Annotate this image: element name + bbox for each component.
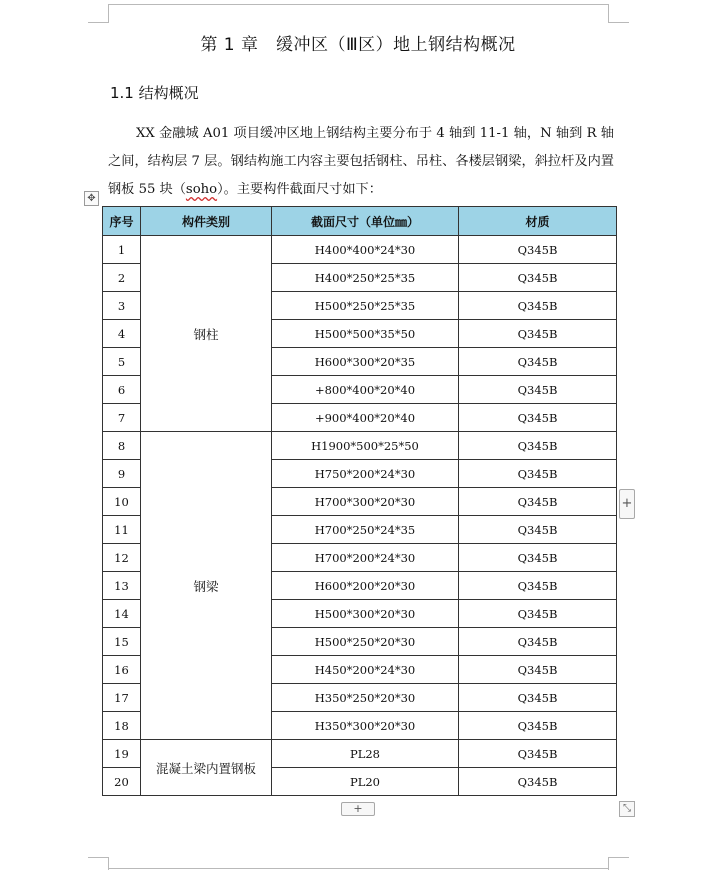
header-no[interactable]: 序号	[103, 207, 141, 236]
cell-section[interactable]: PL28	[272, 740, 459, 768]
cell-section[interactable]: H400*400*24*30	[272, 236, 459, 264]
body-paragraph	[108, 120, 614, 204]
cell-section[interactable]: H450*200*24*30	[272, 656, 459, 684]
cell-material[interactable]: Q345B	[459, 684, 617, 712]
paragraph-text-2: ）。主要构件截面尺寸如下：	[217, 182, 382, 197]
cell-section[interactable]: H750*200*24*30	[272, 460, 459, 488]
cell-category[interactable]: 混凝土梁内置钢板	[141, 740, 272, 796]
cell-material[interactable]: Q345B	[459, 292, 617, 320]
cell-no[interactable]: 2	[103, 264, 141, 292]
cell-no[interactable]: 12	[103, 544, 141, 572]
cell-material[interactable]: Q345B	[459, 488, 617, 516]
cell-material[interactable]: Q345B	[459, 600, 617, 628]
add-column-button[interactable]: +	[341, 802, 375, 816]
cell-material[interactable]: Q345B	[459, 628, 617, 656]
cell-no[interactable]: 8	[103, 432, 141, 460]
paragraph-text-1: XX 金融城 A01 项目缓冲区地上钢结构主要分布于 4 轴到 11-1 轴，N 轴到 R 轴之间，结构层 7 层。钢结构施工内容主要包括钢柱、吊柱、各楼层钢梁，斜拉杆及内置钢板 55 块（	[108, 126, 614, 197]
header-section[interactable]: 截面尺寸（单位㎜）	[272, 207, 459, 236]
cell-section[interactable]: H350*250*20*30	[272, 684, 459, 712]
cell-no[interactable]: 14	[103, 600, 141, 628]
cell-material[interactable]: Q345B	[459, 740, 617, 768]
cell-section[interactable]: H700*250*24*35	[272, 516, 459, 544]
cell-section[interactable]: H500*300*20*30	[272, 600, 459, 628]
cell-section[interactable]: H700*300*20*30	[272, 488, 459, 516]
chapter-title: 第 1 章 缓冲区（Ⅲ区）地上钢结构概况	[200, 35, 516, 55]
cell-material[interactable]: Q345B	[459, 264, 617, 292]
cell-material[interactable]: Q345B	[459, 516, 617, 544]
cell-section[interactable]: H600*200*20*30	[272, 572, 459, 600]
section-title: 1.1 结构概况	[110, 84, 199, 102]
cell-section[interactable]: H500*500*35*50	[272, 320, 459, 348]
crop-mark-top-left	[88, 4, 109, 23]
crop-mark-bottom-right	[608, 857, 629, 870]
cell-material[interactable]: Q345B	[459, 404, 617, 432]
cell-no[interactable]: 10	[103, 488, 141, 516]
table-resize-icon[interactable]: ⤡	[619, 801, 635, 817]
cell-section[interactable]: PL20	[272, 768, 459, 796]
table-row	[103, 432, 617, 460]
cell-section[interactable]: H700*200*24*30	[272, 544, 459, 572]
cell-material[interactable]: Q345B	[459, 320, 617, 348]
table-move-icon[interactable]: ✥	[84, 191, 99, 206]
cell-material[interactable]: Q345B	[459, 656, 617, 684]
cell-no[interactable]: 4	[103, 320, 141, 348]
cell-no[interactable]: 16	[103, 656, 141, 684]
cell-no[interactable]: 3	[103, 292, 141, 320]
cell-material[interactable]: Q345B	[459, 460, 617, 488]
cell-section[interactable]: +900*400*20*40	[272, 404, 459, 432]
page-top-edge	[108, 4, 608, 5]
cell-no[interactable]: 19	[103, 740, 141, 768]
crop-mark-top-right	[608, 4, 629, 23]
cell-material[interactable]: Q345B	[459, 348, 617, 376]
add-row-button[interactable]: +	[619, 489, 635, 519]
header-category[interactable]: 构件类别	[141, 207, 272, 236]
member-section-table	[102, 206, 617, 796]
cell-material[interactable]: Q345B	[459, 236, 617, 264]
cell-no[interactable]: 17	[103, 684, 141, 712]
cell-section[interactable]: H600*300*20*35	[272, 348, 459, 376]
header-material[interactable]: 材质	[459, 207, 617, 236]
table-row	[103, 740, 617, 768]
cell-section[interactable]: H1900*500*25*50	[272, 432, 459, 460]
cell-no[interactable]: 11	[103, 516, 141, 544]
cell-no[interactable]: 6	[103, 376, 141, 404]
cell-material[interactable]: Q345B	[459, 544, 617, 572]
cell-no[interactable]: 7	[103, 404, 141, 432]
table-row	[103, 236, 617, 264]
cell-material[interactable]: Q345B	[459, 432, 617, 460]
crop-mark-bottom-left	[88, 857, 109, 870]
cell-no[interactable]: 9	[103, 460, 141, 488]
cell-category[interactable]: 钢梁	[141, 432, 272, 740]
cell-material[interactable]: Q345B	[459, 572, 617, 600]
table-header-row	[103, 207, 617, 236]
cell-section[interactable]: +800*400*20*40	[272, 376, 459, 404]
cell-material[interactable]: Q345B	[459, 712, 617, 740]
cell-no[interactable]: 1	[103, 236, 141, 264]
cell-category[interactable]: 钢柱	[141, 236, 272, 432]
cell-section[interactable]: H350*300*20*30	[272, 712, 459, 740]
cell-no[interactable]: 20	[103, 768, 141, 796]
cell-no[interactable]: 5	[103, 348, 141, 376]
cell-no[interactable]: 15	[103, 628, 141, 656]
cell-section[interactable]: H500*250*20*30	[272, 628, 459, 656]
cell-section[interactable]: H500*250*25*35	[272, 292, 459, 320]
cell-no[interactable]: 18	[103, 712, 141, 740]
spellcheck-word[interactable]: soho	[185, 182, 218, 197]
cell-section[interactable]: H400*250*25*35	[272, 264, 459, 292]
cell-material[interactable]: Q345B	[459, 768, 617, 796]
cell-no[interactable]: 13	[103, 572, 141, 600]
cell-material[interactable]: Q345B	[459, 376, 617, 404]
